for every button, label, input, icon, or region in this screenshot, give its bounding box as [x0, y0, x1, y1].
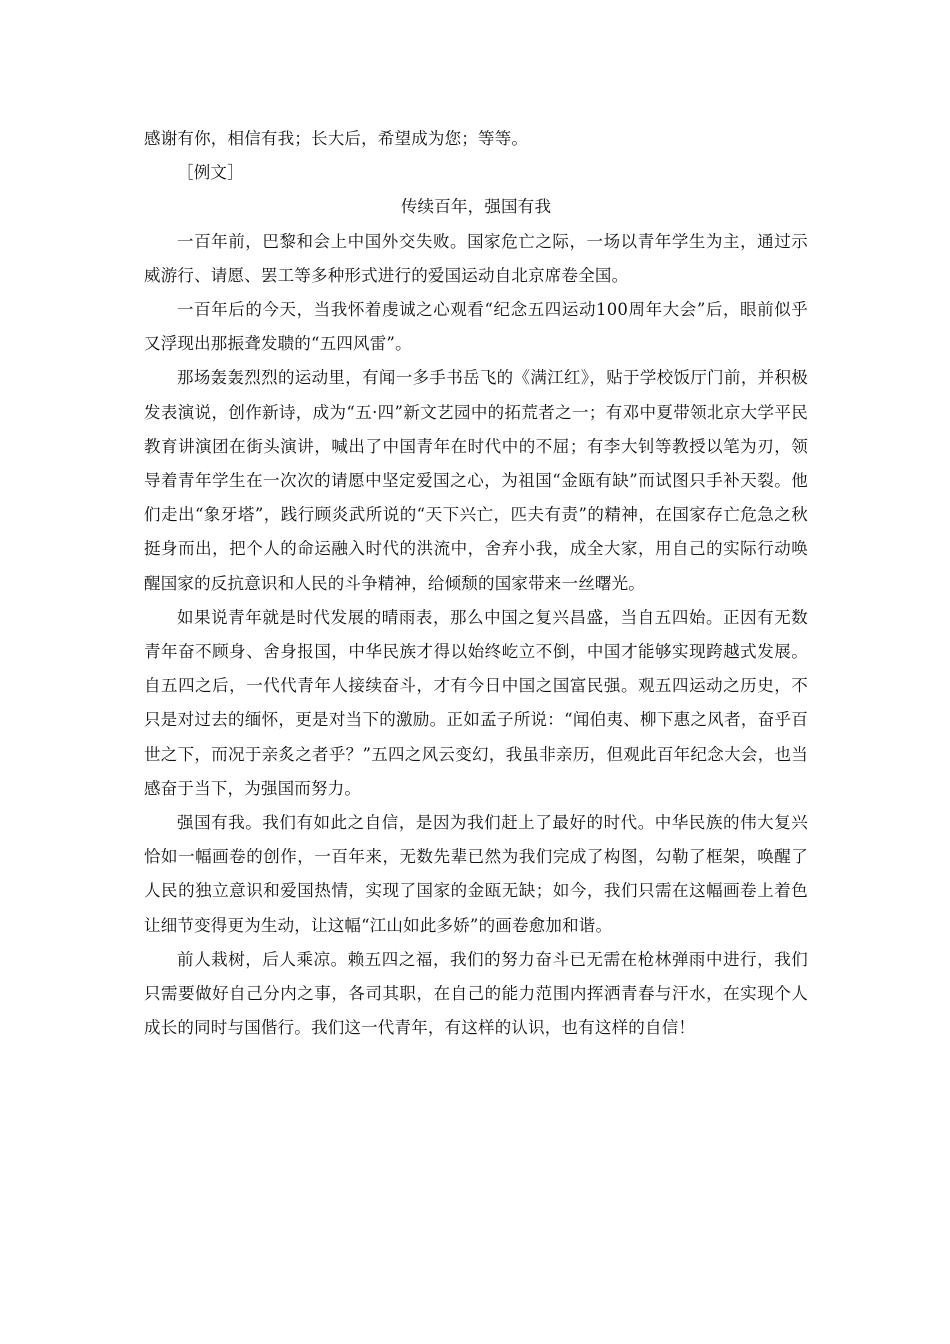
essay-paragraph: 一百年前，巴黎和会上中国外交失败。国家危亡之际，一场以青年学生为主，通过示威游行、请愿、罢工等多种形式进行的爱国运动自北京席卷全国。 — [144, 231, 808, 285]
document-body — [144, 122, 808, 1045]
essay-paragraph: 前人栽树，后人乘凉。赖五四之福，我们的努力奋斗已无需在枪林弹雨中进行，我们只需要做好自己分内之事，各司其职，在自己的能力范围内挥洒青春与汗水，在实现个人成长的同时与国偕行。我们这一代青年，有这样的认识，也有这样的自信！ — [144, 949, 808, 1038]
essay-paragraph: 强国有我。我们有如此之自信，是因为我们赶上了最好的时代。中华民族的伟大复兴恰如一幅画卷的创作，一百年来，无数先辈已然为我们完成了构图，勾勒了框架，唤醒了人民的独立意识和爱国热情，实现了国家的金瓯无缺；如今，我们只需在这幅画卷上着色让细节变得更为生动，让这幅“江山如此多娇”的画卷愈加和谐。 — [144, 813, 808, 935]
example-label: ［例文］ — [177, 163, 244, 183]
essay-title: 传续百年，强国有我 — [400, 197, 552, 217]
intro-line: 感谢有你，相信有我；长大后，希望成为您；等等。 — [144, 129, 529, 148]
essay-paragraph: 如果说青年就是时代发展的晴雨表，那么中国之复兴昌盛，当自五四始。正因有无数青年奋不顾身、舍身报国，中华民族才得以始终屹立不倒，中国才能够实现跨越式发展。自五四之后，一代代青年人接续奋斗，才有今日中国之国富民强。观五四运动之历史，不只是对过去的缅怀，更是对当下的激励。正如孟子所说：“闻伯夷、柳下惠之风者，奋乎百世之下，而况于亲炙之者乎？”五四之风云变幻，我虽非亲历，但观此百年纪念大会，也当感奋于当下，为强国而努力。 — [144, 607, 808, 798]
essay-paragraph: 那场轰轰烈烈的运动里，有闻一多手书岳飞的《满江红》，贴于学校饭厅门前，并积极发表演说，创作新诗，成为“五·四”新文艺园中的拓荒者之一；有邓中夏带领北京大学平民教育讲演团在街头演讲，喊出了中国青年在时代中的不屈；有李大钊等教授以笔为刃，领导着青年学生在一次次的请愿中坚定爱国之心，为祖国“金瓯有缺”而试图只手补天裂。他们走出“象牙塔”，践行顾炎武所说的“天下兴亡，匹夫有责”的精神，在国家存亡危急之秋挺身而出，把个人的命运融入时代的洪流中，舍弃小我，成全大家，用自己的实际行动唤醒国家的反抗意识和人民的斗争精神，给倾颓的国家带来一丝曙光。 — [144, 368, 808, 593]
essay-paragraph: 一百年后的今天，当我怀着虔诚之心观看“纪念五四运动100周年大会”后，眼前似乎又浮现出那振聋发聩的“五四风雷”。 — [144, 300, 808, 354]
